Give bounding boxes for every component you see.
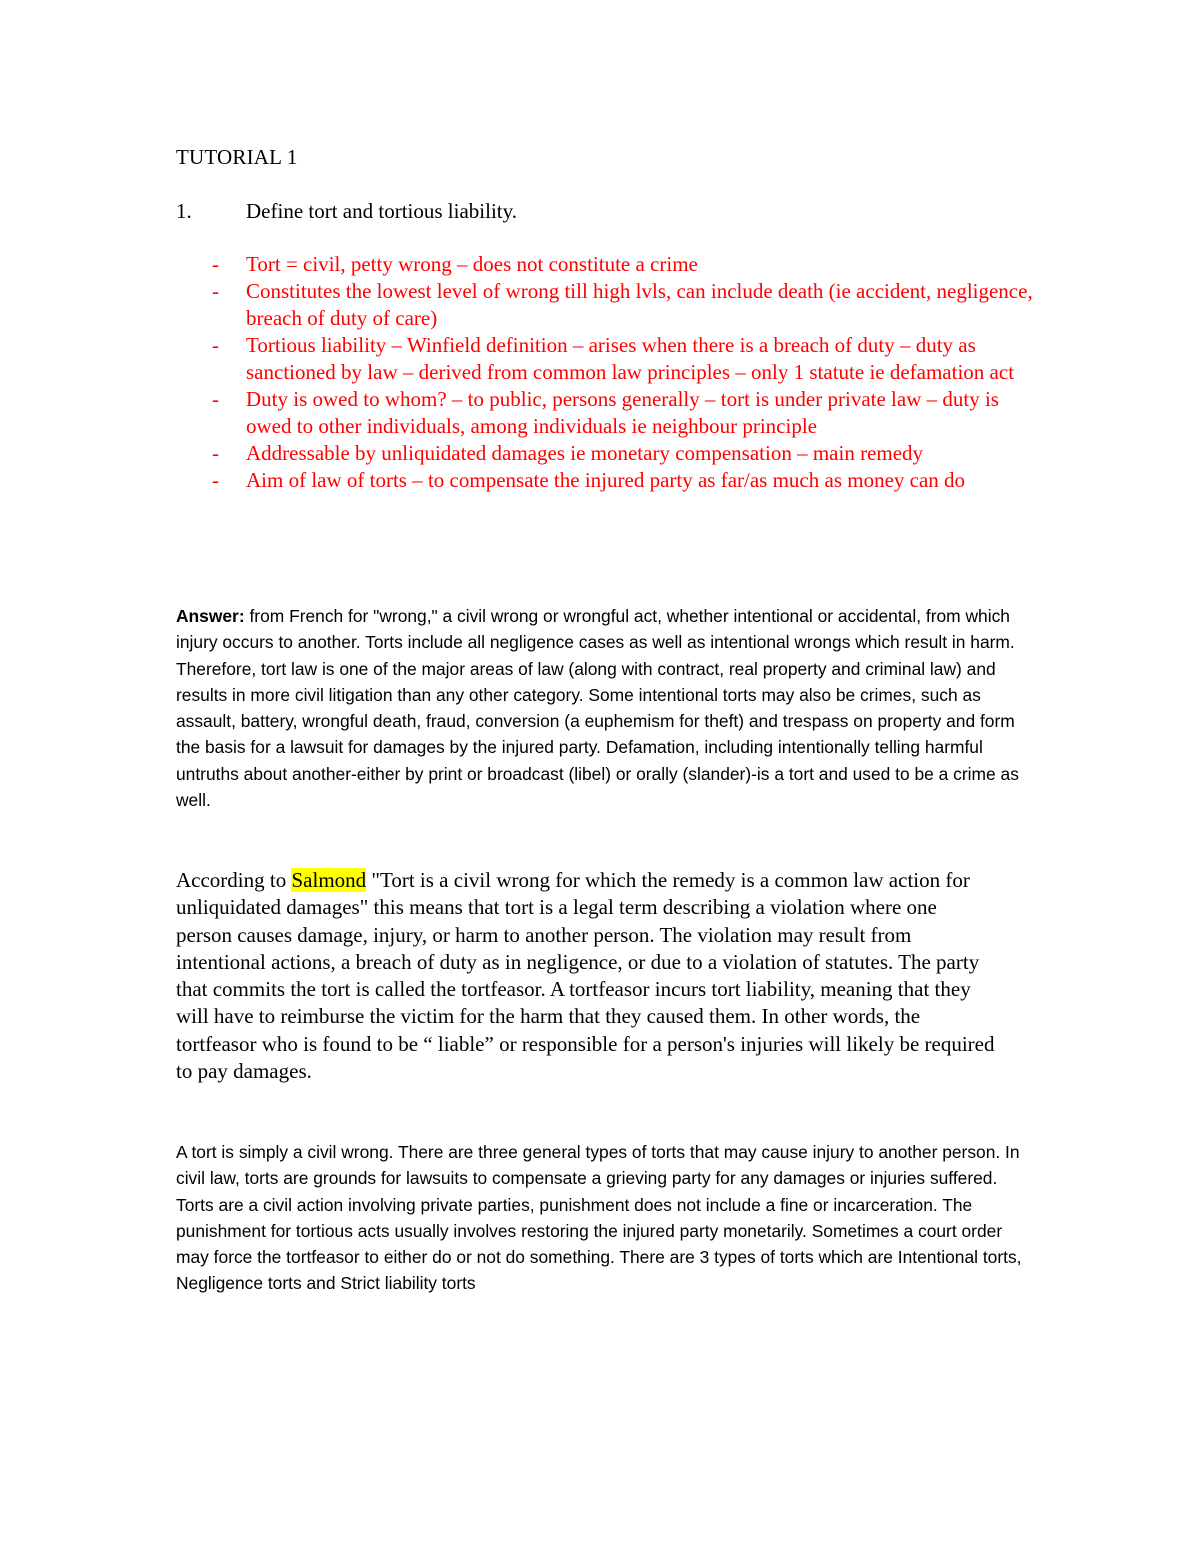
note-text: Aim of law of torts – to compensate the injured party as far/as much as money can do [246, 468, 966, 492]
note-item [212, 440, 1042, 467]
note-item [212, 467, 1042, 494]
note-text: Duty is owed to whom? – to public, persons generally – tort is under private law – duty is owed to other individuals, among individuals ie neighbour principle [246, 387, 999, 438]
document-title: TUTORIAL 1 [176, 145, 298, 169]
note-text: Tort = civil, petty wrong – does not constitute a crime [246, 252, 698, 276]
note-text: Tortious liability – Winfield definition – arises when there is a breach of duty – duty as sanctioned by law – derived from common law principles – only 1 statute ie defamation act [246, 333, 1015, 384]
question-1 [176, 197, 1076, 225]
note-text: Constitutes the lowest level of wrong till high lvls, can include death (ie accident, negligence, breach of duty of care) [246, 279, 1033, 330]
note-bullet: - [212, 387, 219, 411]
salmond-quote-text: "Tort is a civil wrong for which the remedy is a common law action for unliquidated damages" this means that tort is a legal term describing a violation where one person causes damage, injury, or harm to another person. The violation may result from intentional actions, a breach of duty as in negligence, or due to a violation of statutes. The party that commits the tort is called the tortfeasor. A tortfeasor incurs tort liability, meaning that they will have to reimburse the victim for the harm that they caused them. In other words, the tortfeasor who is found to be “ liable” or responsible for a person's injuries will likely be required to pay damages. [176, 868, 995, 1084]
notes-list [212, 251, 1042, 494]
note-item [212, 386, 1042, 440]
answer-text: from French for "wrong," a civil wrong or wrongful act, whether intentional or accidental, from which injury occurs to another. Torts include all negligence cases as well as intentional wrongs which result in harm. Therefore, tort law is one of the major areas of law (along with contract, real property and criminal law) and results in more civil litigation than any other category. Some intentional torts may also be crimes, such as assault, battery, wrongful death, fraud, conversion (a euphemism for theft) and trespass on property and form the basis for a lawsuit for damages by the injured party. Defamation, including intentionally telling harmful untruths about another-either by print or broadcast (libel) or orally (slander)-is a tort and used to be a crime as well. [176, 606, 1019, 811]
tort-types-paragraph: A tort is simply a civil wrong. There are three general types of torts that may cause injury to another person. In civil law, torts are grounds for lawsuits to compensate a grieving party for any damages or injuries suffered. Torts are a civil action involving private parties, punishment does not include a fine or incarceration. The punishment for tortious acts usually involves restoring the injured party monetarily. Sometimes a court order may force the tortfeasor to either do or not do something. There are 3 types of torts which are Intentional torts, Negligence torts and Strict liability torts [176, 1142, 1022, 1294]
question-text: Define tort and tortious liability. [246, 199, 518, 223]
note-bullet: - [212, 441, 219, 465]
note-item [212, 251, 1042, 278]
note-text: Addressable by unliquidated damages ie monetary compensation – main remedy [246, 441, 924, 465]
note-bullet: - [212, 252, 219, 276]
answer-paragraph [176, 603, 1036, 813]
note-bullet: - [212, 279, 219, 303]
question-number: 1. [176, 199, 192, 223]
note-bullet: - [212, 468, 219, 492]
answer-label: Answer: [176, 606, 245, 626]
salmond-paragraph [176, 867, 996, 1085]
note-item [212, 278, 1042, 332]
salmond-intro: According to [176, 868, 292, 892]
note-bullet: - [212, 333, 219, 357]
highlighted-salmond: Salmond [291, 868, 367, 892]
note-item [212, 332, 1042, 386]
